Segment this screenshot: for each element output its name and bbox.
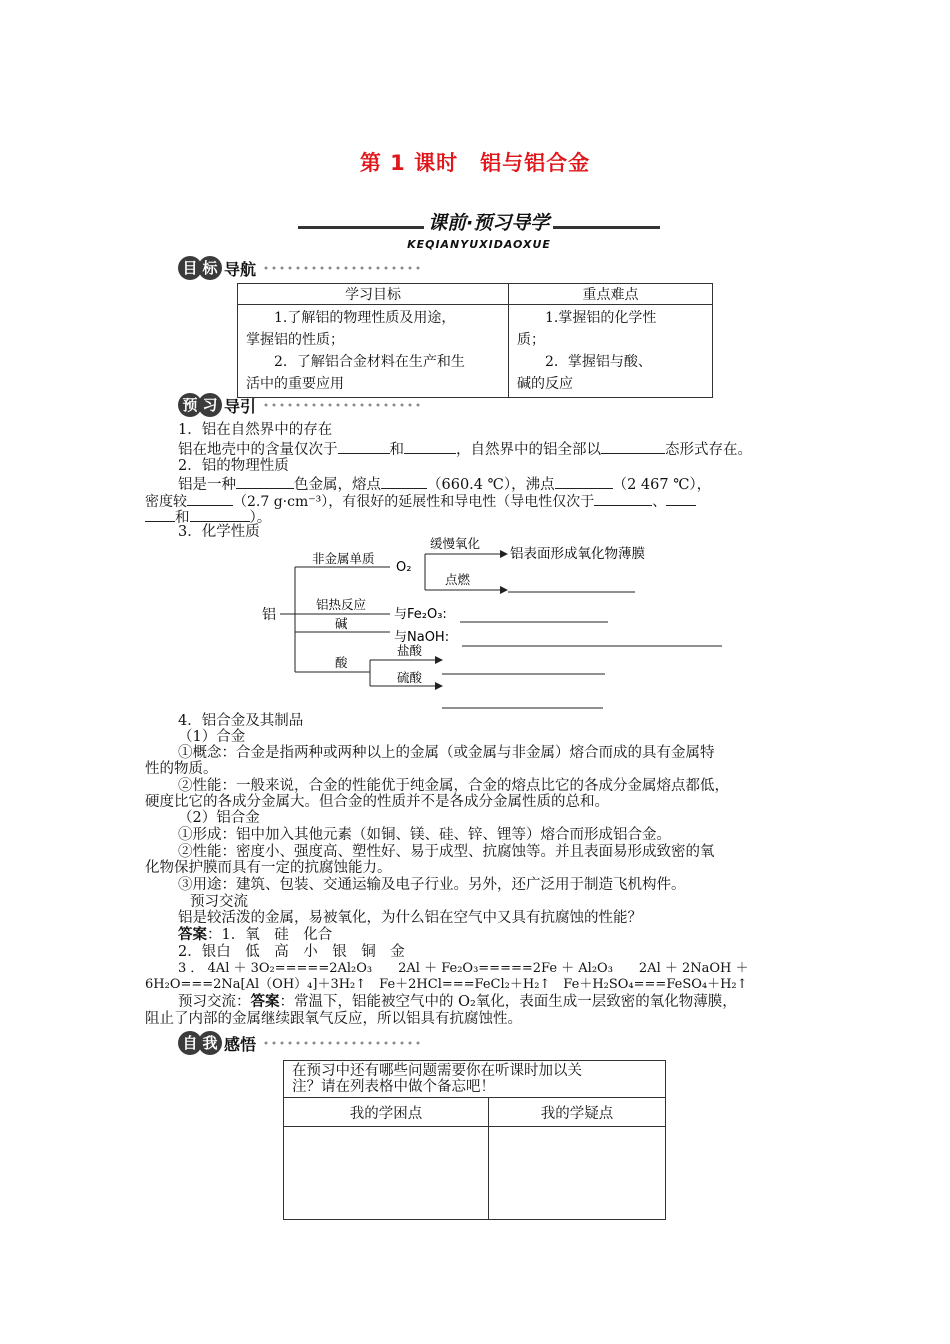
diagram-thermite: 铝热反应 xyxy=(316,597,367,612)
answer-2: 2．银白 低 高 小 银 铜 金 xyxy=(178,944,405,960)
goal-line: 质； xyxy=(517,332,545,348)
goal-line: 1.了解铝的物理性质及用途， xyxy=(274,310,456,326)
blank xyxy=(145,507,175,522)
goal-line: 2．掌握铝与酸、 xyxy=(545,354,652,370)
text: 预习交流： xyxy=(178,994,251,1010)
section-goal-header xyxy=(178,256,422,282)
goal-line: 碱的反应 xyxy=(517,376,573,392)
badge-char: 自 xyxy=(178,1031,202,1055)
banner-title: 课前·预习导学 xyxy=(424,208,553,235)
memo-input-2[interactable] xyxy=(489,1127,666,1220)
banner-subtitle: KEQIANYUXIDAOXUE xyxy=(407,238,551,251)
s4-sub2: （2）铝合金 xyxy=(178,810,260,826)
answer-4 xyxy=(178,993,737,1011)
answer-3b: 6H₂O===2Na[Al（OH）₄]＋3H₂↑ Fe＋2HCl===FeCl₂＋H₂↑ Fe＋H₂SO₄===FeSO₄＋H₂↑ xyxy=(145,977,748,992)
diagram-acid: 酸 xyxy=(335,655,348,670)
memo-prompt-line: 注？请在列表格中做个备忘吧！ xyxy=(292,1079,495,1095)
memo-table xyxy=(283,1060,666,1220)
goal-header-2: 重点难点 xyxy=(509,284,713,305)
blank xyxy=(190,507,250,522)
answer-label: 答案 xyxy=(250,993,280,1010)
badge-char: 习 xyxy=(198,393,222,417)
goal-table xyxy=(237,283,713,398)
blank xyxy=(555,474,613,489)
text-line: 化物保护膜而具有一定的抗腐蚀能力。 xyxy=(145,860,392,876)
text: 铝在地壳中的含量仅次于 xyxy=(178,442,338,458)
diagram-hcl: 盐酸 xyxy=(397,643,423,658)
section-label: 导引 xyxy=(224,396,257,416)
memo-input-1[interactable] xyxy=(284,1127,489,1220)
s3-heading: 3．化学性质 xyxy=(178,524,260,540)
diagram-o2: O₂ xyxy=(396,560,412,575)
s4-heading: 4．铝合金及其制品 xyxy=(178,713,304,729)
text-line: ②性能：密度小、强度高、塑性好、易于成型、抗腐蚀等。并且表面易形成致密的氧 xyxy=(178,844,715,860)
page-title: 第 1 课时 铝与铝合金 xyxy=(359,151,591,175)
section-label: 导航 xyxy=(224,259,257,279)
answer-1 xyxy=(178,926,332,944)
blank xyxy=(594,491,652,506)
memo-prompt xyxy=(284,1061,666,1098)
text: （2.7 g·cm⁻³），有很好的延展性和导电性（导电性仅次于 xyxy=(233,494,595,510)
text: 、 xyxy=(652,494,667,510)
s1-heading: 1．铝在自然界中的存在 xyxy=(178,422,333,438)
diagram-ignite: 点燃 xyxy=(445,572,471,587)
text: 密度较 xyxy=(145,494,187,510)
diagram-fe2o3: 与Fe₂O₃: xyxy=(394,607,447,622)
text: 铝是一种 xyxy=(178,477,236,493)
goal-line: 2．了解铝合金材料在生产和生 xyxy=(274,354,465,370)
diagram-slow: 缓慢氧化 xyxy=(430,536,481,551)
memo-prompt-line: 在预习中还有哪些问题需要你在听课时加以关 xyxy=(292,1063,582,1079)
text: 和 xyxy=(389,442,404,458)
diagram-nonmetal: 非金属单质 xyxy=(312,551,375,566)
section-guide-header xyxy=(178,393,422,419)
dotted-rule xyxy=(262,264,422,272)
s4-sub1: （1）合金 xyxy=(178,729,246,745)
memo-col-2: 我的学疑点 xyxy=(489,1098,666,1127)
goal-line: 掌握铝的性质； xyxy=(246,332,344,348)
badge-char: 预 xyxy=(178,393,202,417)
badge-char: 我 xyxy=(198,1031,222,1055)
s1-line xyxy=(178,439,752,459)
text: ）。 xyxy=(249,510,272,526)
badge-char: 目 xyxy=(178,256,202,280)
badge-char: 标 xyxy=(198,256,222,280)
text-line: 性的物质。 xyxy=(145,761,218,777)
goal-right-cell xyxy=(509,305,713,398)
text: （2 467 ℃）， xyxy=(612,477,712,493)
section-banner xyxy=(298,208,660,232)
diagram-film: 铝表面形成氧化物薄膜 xyxy=(510,546,645,562)
dotted-rule xyxy=(262,1039,422,1047)
diagram-naoh: 与NaOH: xyxy=(394,630,450,645)
blank xyxy=(236,474,294,489)
text: ，自然界中的铝全部以 xyxy=(456,442,601,458)
text: 态形式存在。 xyxy=(665,442,752,458)
exchange-question: 铝是较活泼的金属，易被氧化，为什么铝在空气中又具有抗腐蚀的性能？ xyxy=(178,910,642,926)
blank xyxy=(381,474,427,489)
answer-label: 答案 xyxy=(178,926,207,943)
answer-4b: 阻止了内部的金属继续跟氧气反应，所以铝具有抗腐蚀性。 xyxy=(145,1011,522,1027)
goal-line: 1.掌握铝的化学性 xyxy=(545,310,657,326)
section-label: 感悟 xyxy=(224,1034,257,1054)
goal-line: 活中的重要应用 xyxy=(246,376,344,392)
exchange-heading: 预习交流 xyxy=(190,894,248,910)
diagram-base: 碱 xyxy=(335,616,348,631)
blank xyxy=(601,439,665,454)
text: 和 xyxy=(175,510,190,526)
diagram-h2so4: 硫酸 xyxy=(397,670,423,685)
blank xyxy=(666,491,696,506)
diagram-root: 铝 xyxy=(262,607,276,623)
memo-col-1: 我的学困点 xyxy=(284,1098,489,1127)
text: （660.4 ℃），沸点 xyxy=(427,477,555,493)
dotted-rule xyxy=(262,401,422,409)
text: ：1．氧 硅 化合 xyxy=(207,927,333,943)
text: 色金属，熔点 xyxy=(294,477,381,493)
blank xyxy=(404,439,456,454)
text-line: ①概念：合金是指两种或两种以上的金属（或金属与非金属）熔合而成的具有金属特 xyxy=(178,745,715,761)
answer-3a: 3 ． 4Al ＋ 3O₂=====2Al₂O₃ 2Al ＋ Fe₂O₃=====2Fe ＋ Al₂O₃ 2Al ＋ 2NaOH ＋ xyxy=(178,961,749,976)
text-line: ②性能：一般来说，合金的性能优于纯金属，合金的熔点比它的各成分金属熔点都低， xyxy=(178,778,729,794)
s2-heading: 2．铝的物理性质 xyxy=(178,458,289,474)
text-line: 硬度比它的各成分金属大。但合金的性质并不是各成分金属性质的总和。 xyxy=(145,794,609,810)
blank xyxy=(187,491,233,506)
reaction-diagram xyxy=(250,536,730,712)
blank xyxy=(338,439,390,454)
section-self-header xyxy=(178,1031,422,1057)
text: ：常温下，铝能被空气中的 O₂氧化，表面生成一层致密的氧化物薄膜， xyxy=(279,994,737,1010)
text-line: ①形成：铝中加入其他元素（如铜、镁、硅、锌、锂等）熔合而形成铝合金。 xyxy=(178,827,671,843)
goal-left-cell xyxy=(238,305,509,398)
text-line: ③用途：建筑、包装、交通运输及电子行业。另外，还广泛用于制造飞机构件。 xyxy=(178,877,686,893)
goal-header-1: 学习目标 xyxy=(238,284,509,305)
